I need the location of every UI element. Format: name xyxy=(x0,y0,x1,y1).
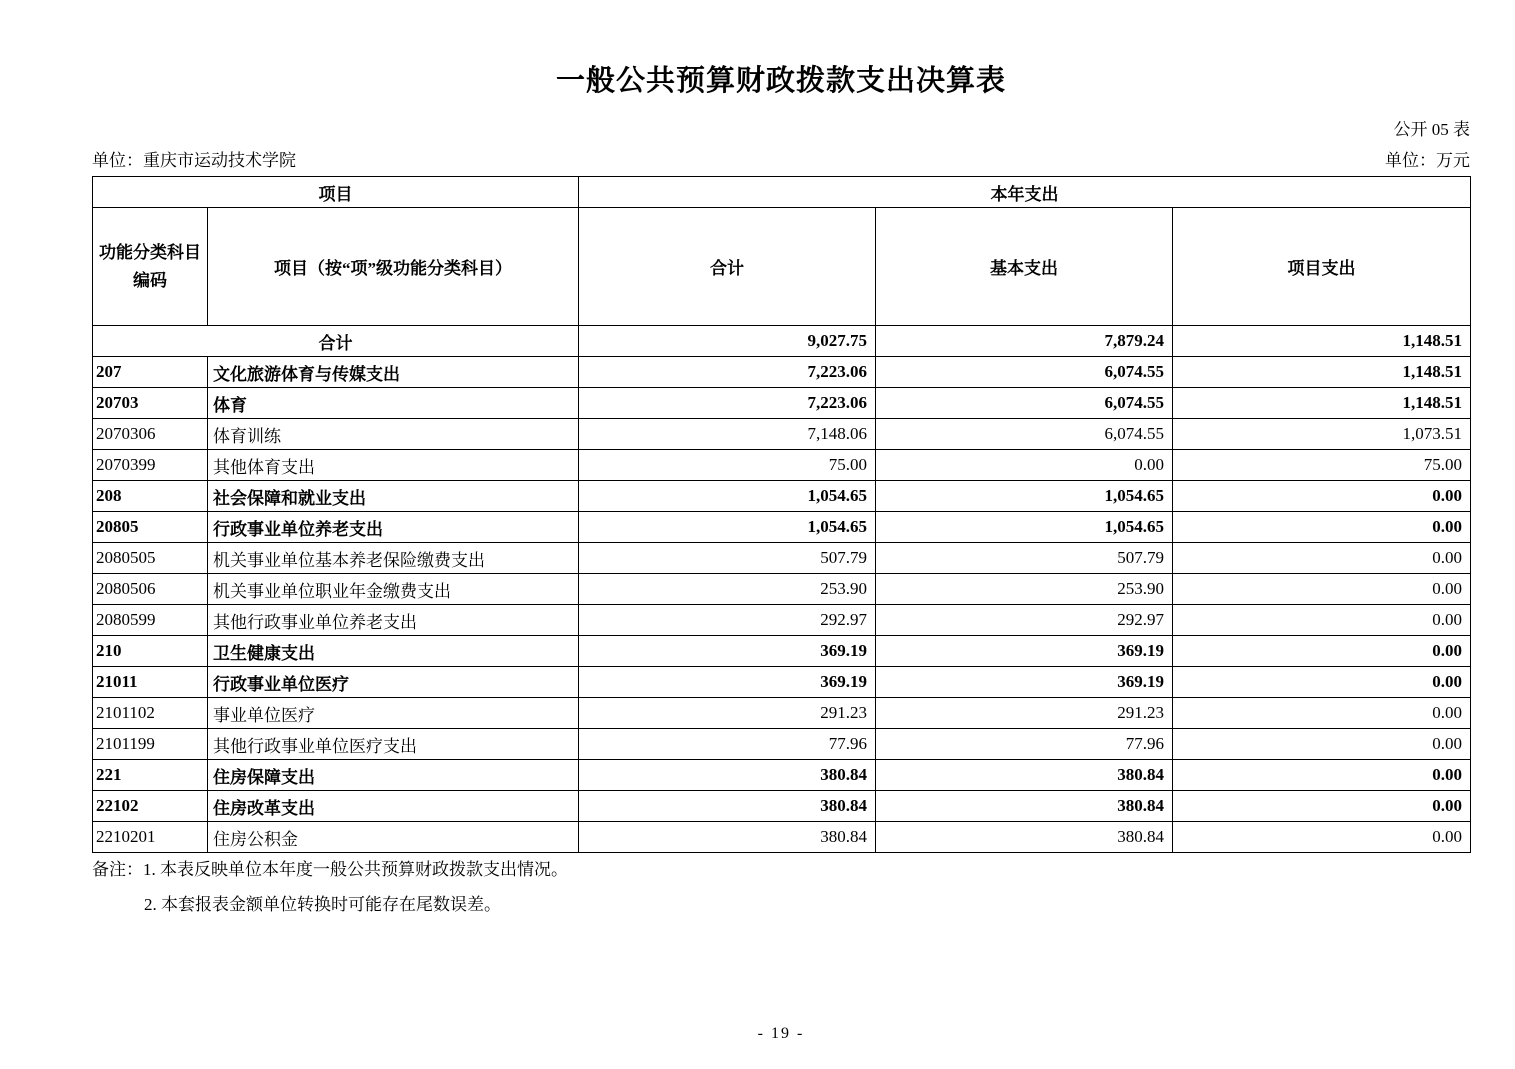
cell-basic-expenditure: 77.96 xyxy=(876,729,1173,760)
cell-function-code: 221 xyxy=(93,760,208,791)
cell-item-name: 机关事业单位基本养老保险缴费支出 xyxy=(208,543,579,574)
cell-function-code: 21011 xyxy=(93,667,208,698)
cell-function-code: 2070306 xyxy=(93,419,208,450)
table-row xyxy=(93,388,1471,419)
cell-total: 380.84 xyxy=(579,791,876,822)
table-row xyxy=(93,357,1471,388)
cell-item-name: 社会保障和就业支出 xyxy=(208,481,579,512)
footnotes xyxy=(92,859,1470,917)
table-body xyxy=(93,326,1471,853)
table-row xyxy=(93,512,1471,543)
table-row xyxy=(93,791,1471,822)
cell-item-name: 行政事业单位养老支出 xyxy=(208,512,579,543)
cell-project-expenditure: 75.00 xyxy=(1173,450,1471,481)
cell-item-name: 其他行政事业单位养老支出 xyxy=(208,605,579,636)
cell-total: 77.96 xyxy=(579,729,876,760)
unit-name-label: 单位：重庆市运动技术学院 xyxy=(92,151,296,170)
cell-item-name: 其他行政事业单位医疗支出 xyxy=(208,729,579,760)
cell-item-name: 合计 xyxy=(93,326,579,357)
unit-currency-label: 单位：万元 xyxy=(1385,151,1470,170)
cell-item-name: 住房改革支出 xyxy=(208,791,579,822)
table-row xyxy=(93,698,1471,729)
cell-project-expenditure: 1,148.51 xyxy=(1173,357,1471,388)
sheet-number-label: 公开 05 表 xyxy=(1393,120,1470,139)
cell-project-expenditure: 0.00 xyxy=(1173,760,1471,791)
cell-total: 9,027.75 xyxy=(579,326,876,357)
cell-item-name: 事业单位医疗 xyxy=(208,698,579,729)
cell-project-expenditure: 0.00 xyxy=(1173,729,1471,760)
cell-function-code: 2210201 xyxy=(93,822,208,853)
unit-info-row xyxy=(92,146,1470,176)
cell-item-name: 卫生健康支出 xyxy=(208,636,579,667)
header-group-row xyxy=(93,177,1471,208)
cell-item-name: 体育训练 xyxy=(208,419,579,450)
cell-basic-expenditure: 253.90 xyxy=(876,574,1173,605)
cell-basic-expenditure: 380.84 xyxy=(876,822,1173,853)
cell-item-name: 其他体育支出 xyxy=(208,450,579,481)
cell-total: 7,223.06 xyxy=(579,357,876,388)
cell-total: 369.19 xyxy=(579,636,876,667)
cell-project-expenditure: 0.00 xyxy=(1173,822,1471,853)
table-row xyxy=(93,729,1471,760)
cell-basic-expenditure: 380.84 xyxy=(876,760,1173,791)
cell-item-name: 机关事业单位职业年金缴费支出 xyxy=(208,574,579,605)
cell-total: 253.90 xyxy=(579,574,876,605)
cell-project-expenditure: 0.00 xyxy=(1173,698,1471,729)
cell-project-expenditure: 0.00 xyxy=(1173,543,1471,574)
cell-function-code: 22102 xyxy=(93,791,208,822)
page-number: - 19 - xyxy=(757,1025,805,1042)
cell-total: 369.19 xyxy=(579,667,876,698)
table-row xyxy=(93,760,1471,791)
cell-function-code: 2101199 xyxy=(93,729,208,760)
table-header xyxy=(93,177,1471,326)
header-col-project-expenditure: 项目支出 xyxy=(1173,208,1471,326)
cell-total: 1,054.65 xyxy=(579,512,876,543)
cell-function-code: 20805 xyxy=(93,512,208,543)
table-row xyxy=(93,450,1471,481)
cell-total: 507.79 xyxy=(579,543,876,574)
cell-total: 380.84 xyxy=(579,822,876,853)
cell-basic-expenditure: 1,054.65 xyxy=(876,481,1173,512)
cell-item-name: 文化旅游体育与传媒支出 xyxy=(208,357,579,388)
table-row xyxy=(93,667,1471,698)
cell-function-code: 2101102 xyxy=(93,698,208,729)
cell-total: 292.97 xyxy=(579,605,876,636)
table-row xyxy=(93,419,1471,450)
table-row xyxy=(93,543,1471,574)
cell-function-code: 207 xyxy=(93,357,208,388)
page-title: 一般公共预算财政拨款支出决算表 xyxy=(555,65,1006,97)
table-row xyxy=(93,822,1471,853)
cell-project-expenditure: 0.00 xyxy=(1173,605,1471,636)
cell-total: 291.23 xyxy=(579,698,876,729)
cell-basic-expenditure: 6,074.55 xyxy=(876,388,1173,419)
cell-total: 7,148.06 xyxy=(579,419,876,450)
cell-basic-expenditure: 507.79 xyxy=(876,543,1173,574)
cell-function-code: 2080505 xyxy=(93,543,208,574)
cell-function-code: 208 xyxy=(93,481,208,512)
cell-project-expenditure: 1,148.51 xyxy=(1173,326,1471,357)
cell-project-expenditure: 0.00 xyxy=(1173,574,1471,605)
cell-basic-expenditure: 380.84 xyxy=(876,791,1173,822)
cell-total: 75.00 xyxy=(579,450,876,481)
cell-total: 1,054.65 xyxy=(579,481,876,512)
cell-item-name: 体育 xyxy=(208,388,579,419)
cell-basic-expenditure: 6,074.55 xyxy=(876,419,1173,450)
header-group-year-expenditure: 本年支出 xyxy=(579,177,1471,208)
cell-item-name: 住房保障支出 xyxy=(208,760,579,791)
header-col-function-code: 功能分类科目编码 xyxy=(93,208,208,326)
header-col-item-name: 项目（按“项”级功能分类科目） xyxy=(208,208,579,326)
cell-project-expenditure: 0.00 xyxy=(1173,636,1471,667)
footnote-2: 2. 本套报表金额单位转换时可能存在尾数误差。 xyxy=(144,894,501,914)
footnote-1: 备注：1. 本表反映单位本年度一般公共预算财政拨款支出情况。 xyxy=(92,860,568,879)
cell-project-expenditure: 0.00 xyxy=(1173,481,1471,512)
cell-total: 7,223.06 xyxy=(579,388,876,419)
cell-function-code: 20703 xyxy=(93,388,208,419)
table-row xyxy=(93,605,1471,636)
cell-total: 380.84 xyxy=(579,760,876,791)
cell-basic-expenditure: 6,074.55 xyxy=(876,357,1173,388)
header-group-item: 项目 xyxy=(93,177,579,208)
cell-function-code: 2080506 xyxy=(93,574,208,605)
cell-item-name: 行政事业单位医疗 xyxy=(208,667,579,698)
cell-project-expenditure: 1,148.51 xyxy=(1173,388,1471,419)
cell-basic-expenditure: 7,879.24 xyxy=(876,326,1173,357)
table-row xyxy=(93,574,1471,605)
cell-basic-expenditure: 369.19 xyxy=(876,667,1173,698)
table-row xyxy=(93,636,1471,667)
cell-item-name: 住房公积金 xyxy=(208,822,579,853)
cell-function-code: 2080599 xyxy=(93,605,208,636)
cell-basic-expenditure: 369.19 xyxy=(876,636,1173,667)
table-row xyxy=(93,326,1471,357)
expenditure-table xyxy=(92,176,1471,853)
cell-basic-expenditure: 0.00 xyxy=(876,450,1173,481)
cell-project-expenditure: 1,073.51 xyxy=(1173,419,1471,450)
cell-project-expenditure: 0.00 xyxy=(1173,791,1471,822)
cell-basic-expenditure: 291.23 xyxy=(876,698,1173,729)
table-row xyxy=(93,481,1471,512)
cell-project-expenditure: 0.00 xyxy=(1173,512,1471,543)
cell-function-code: 210 xyxy=(93,636,208,667)
header-columns-row xyxy=(93,208,1471,326)
header-col-total: 合计 xyxy=(579,208,876,326)
cell-function-code: 2070399 xyxy=(93,450,208,481)
cell-basic-expenditure: 292.97 xyxy=(876,605,1173,636)
cell-basic-expenditure: 1,054.65 xyxy=(876,512,1173,543)
header-col-basic-expenditure: 基本支出 xyxy=(876,208,1173,326)
cell-project-expenditure: 0.00 xyxy=(1173,667,1471,698)
